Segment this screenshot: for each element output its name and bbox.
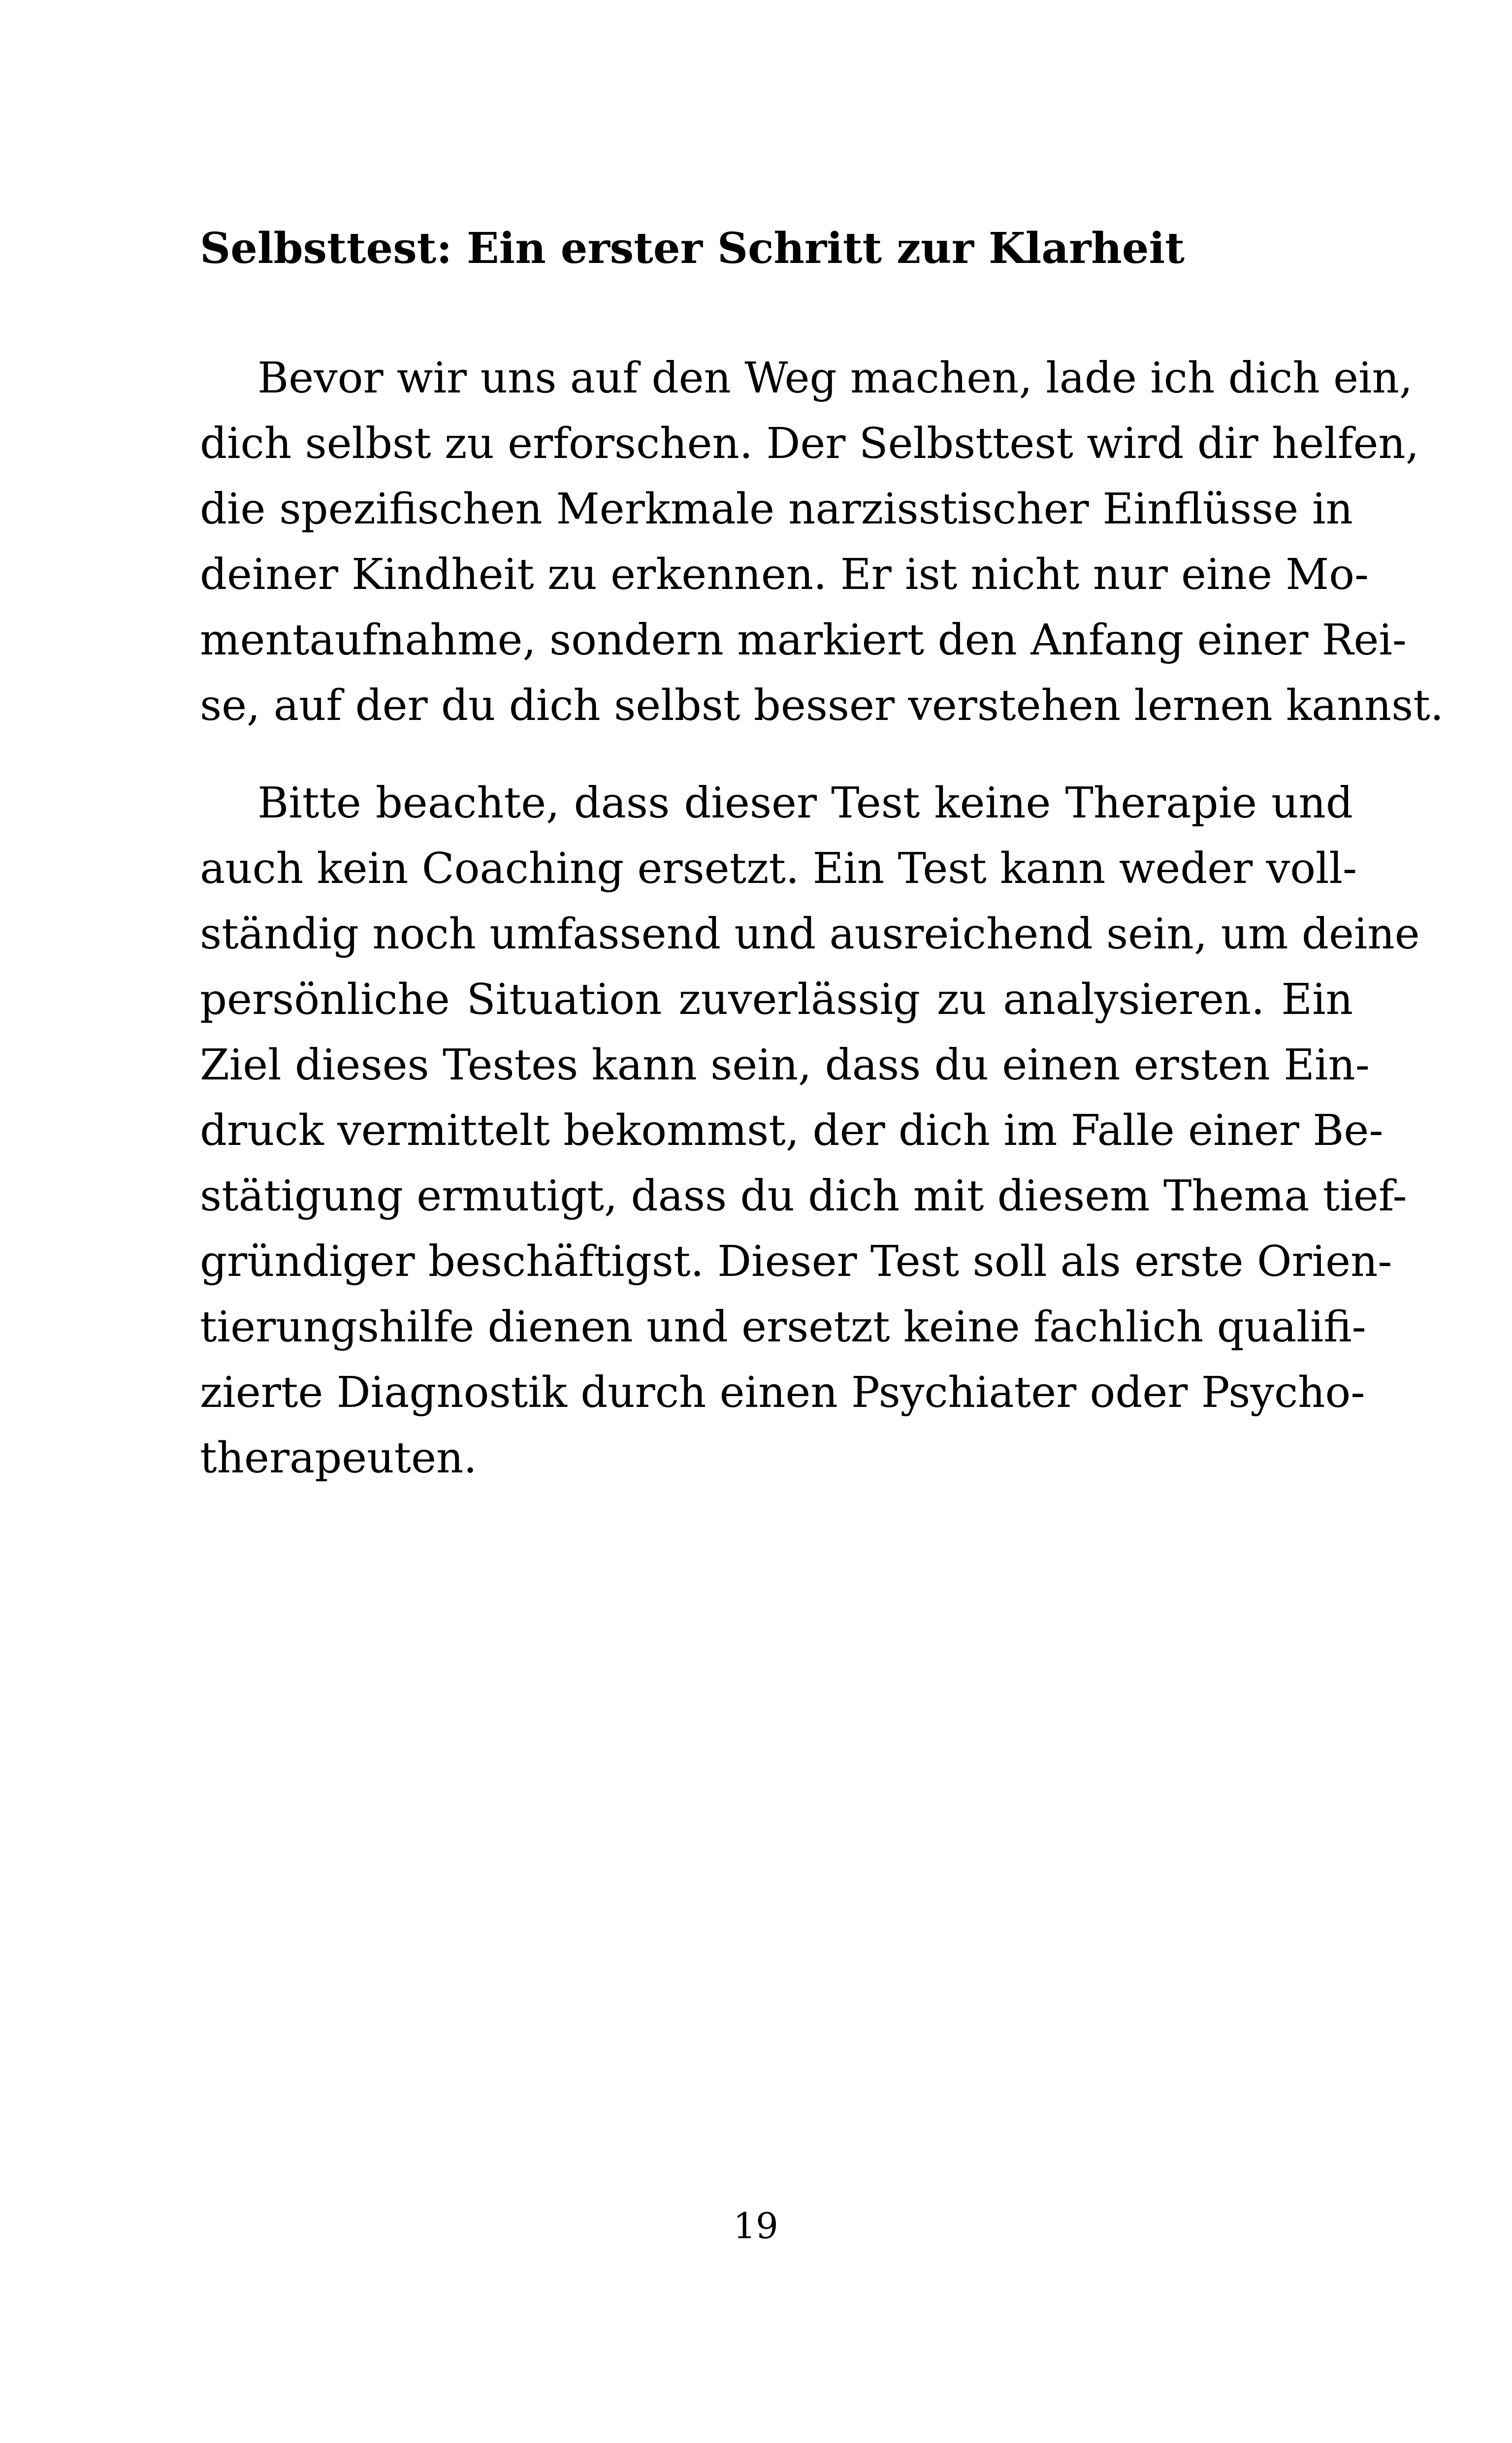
paragraph-line: Bitte beachte, dass dieser Test keine Therapie und	[257, 779, 1353, 828]
paragraph-line: se, auf der du dich selbst besser verstehen lernen kannst.	[200, 681, 1444, 730]
paragraph-line: auch kein Coaching ersetzt. Ein Test kann weder voll-	[200, 844, 1357, 893]
paragraph-line: mentaufnahme, sondern markiert den Anfang einer Rei-	[200, 616, 1407, 665]
paragraph-line: ständig noch umfassend und ausreichend sein, um deine	[200, 910, 1420, 959]
paragraph-line: Ziel dieses Testes kann sein, dass du einen ersten Ein-	[200, 1041, 1370, 1090]
paragraph-line: druck vermittelt bekommst, der dich im Falle einer Be-	[200, 1106, 1383, 1155]
paragraph-line: therapeuten.	[200, 1433, 477, 1483]
paragraph-line: stätigung ermutigt, dass du dich mit diesem Thema tief-	[200, 1172, 1407, 1221]
paragraph-line: tierungshilfe dienen und ersetzt keine fachlich qualifi-	[200, 1303, 1366, 1352]
paragraph-line: Bevor wir uns auf den Weg machen, lade ich dich ein,	[257, 354, 1413, 403]
paragraph-line: deiner Kindheit zu erkennen. Er ist nicht nur eine Mo-	[200, 550, 1369, 599]
paragraph-line: zierte Diagnostik durch einen Psychiater oder Psycho-	[200, 1368, 1365, 1417]
paragraph-line: die spezifischen Merkmale narzisstischer Einflüsse in	[200, 485, 1353, 534]
paragraph-line: gründiger beschäftigst. Dieser Test soll als erste Orien-	[200, 1237, 1392, 1286]
paragraph-line: dich selbst zu erforschen. Der Selbsttest wird dir helfen,	[200, 419, 1419, 468]
section-heading: Selbsttest: Ein erster Schritt zur Klarheit	[200, 224, 1185, 273]
paragraph-line: persönliche Situation zuverlässig zu analysieren. Ein	[200, 975, 1353, 1024]
page-number: 19	[733, 2205, 778, 2247]
